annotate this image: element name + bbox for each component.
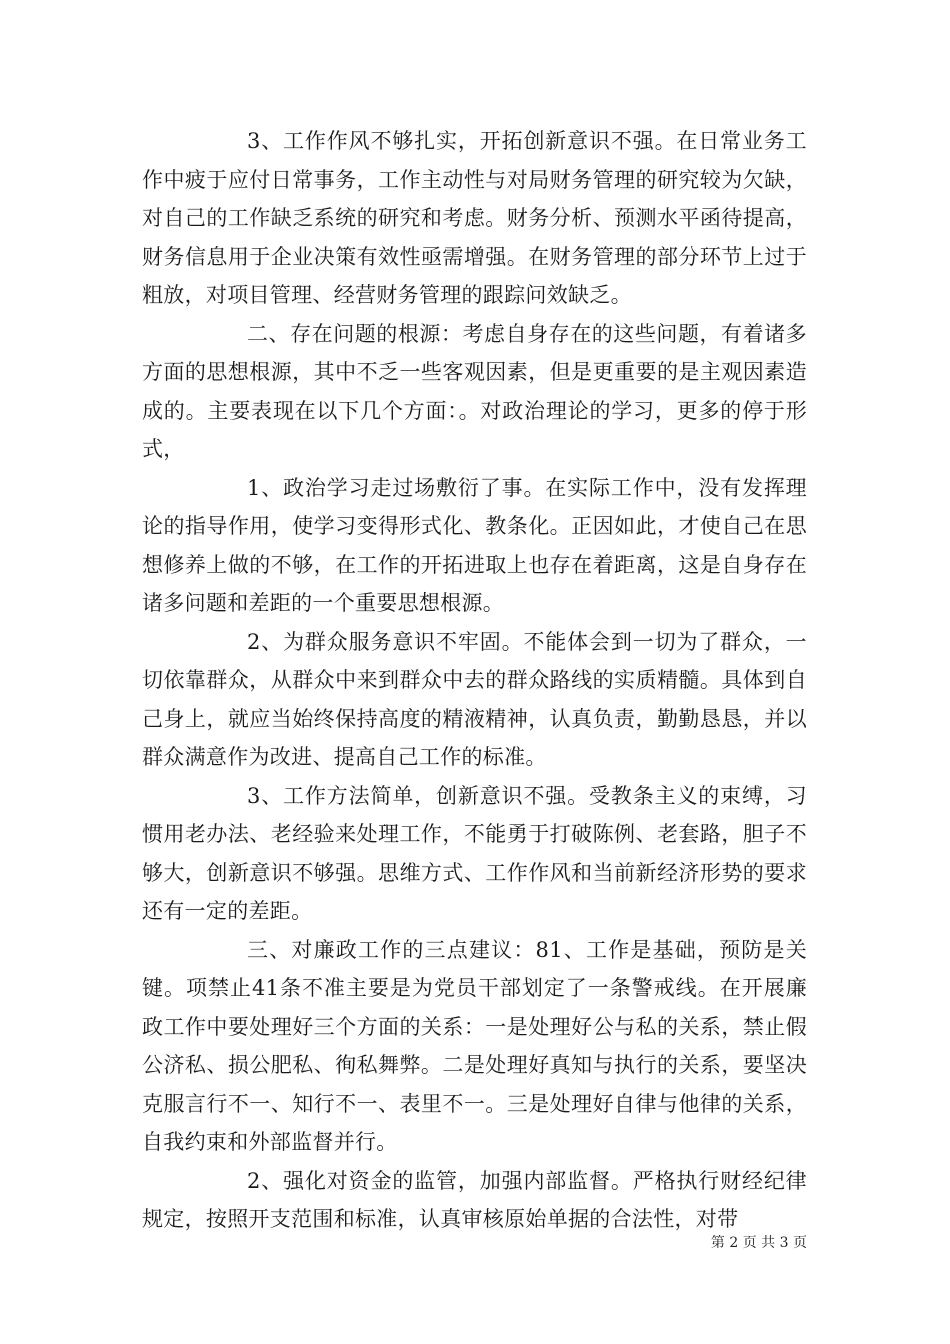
paragraph-work-style: 3、工作作风不够扎实，开拓创新意识不强。在日常业务工作中疲于应付日常事务，工作主动性与对局财务管理的研究较为欠缺，对自己的工作缺乏系统的研究和考虑。财务分析、预测水平函待提高，财务信息用于企业决策有效性亟需增强。在财务管理的部分环节上过于粗放，对项目管理、经营财务管理的跟踪问效缺乏。	[142, 129, 807, 307]
paragraph-mass-service: 2、为群众服务意识不牢固。不能体会到一切为了群众，一切依靠群众，从群众中来到群众中去的群众路线的实质精髓。具体到自己身上，就应当始终保持高度的精液精神，认真负责，勤勤恳恳，并以群众满意作为改进、提高自己工作的标准。	[142, 629, 807, 769]
paragraph-fund-supervision: 2、强化对资金的监管，加强内部监督。严格执行财经纪律规定，按照开支范围和标准，认真审核原始单据的合法性，对带	[142, 1168, 807, 1231]
page-number-footer: 第 2 页 共 3 页	[710, 1235, 807, 1251]
paragraph-integrity-suggestions: 三、对廉政工作的三点建议：81、工作是基础，预防是关键。项禁止41条不准主要是为党员干部划定了一条警戒线。在开展廉政工作中要处理好三个方面的关系：一是处理好公与私的关系，禁止假公济私、损公肥私、徇私舞弊。二是处理好真知与执行的关系，要坚决克服言行不一、知行不一、表里不一。三是处理好自律与他律的关系，自我约束和外部监督并行。	[142, 937, 807, 1154]
paragraph-work-method: 3、工作方法简单，创新意识不强。受教条主义的束缚，习惯用老办法、老经验来处理工作，不能勇于打破陈例、老套路，胆子不够大，创新意识不够强。思维方式、工作作风和当前新经济形势的要求还有一定的差距。	[142, 783, 807, 923]
paragraph-problem-roots: 二、存在问题的根源：考虑自身存在的这些问题，有着诸多方面的思想根源，其中不乏一些客观因素，但是更重要的是主观因素造成的。主要表现在以下几个方面：。对政治理论的学习，更多的停于形式，	[142, 321, 807, 461]
document-body	[142, 122, 807, 1239]
paragraph-political-study: 1、政治学习走过场敷衍了事。在实际工作中，没有发挥理论的指导作用，使学习变得形式化、教条化。正因如此，才使自己在思想修养上做的不够，在工作的开拓进取上也存在着距离，这是自身存在诸多问题和差距的一个重要思想根源。	[142, 475, 807, 615]
